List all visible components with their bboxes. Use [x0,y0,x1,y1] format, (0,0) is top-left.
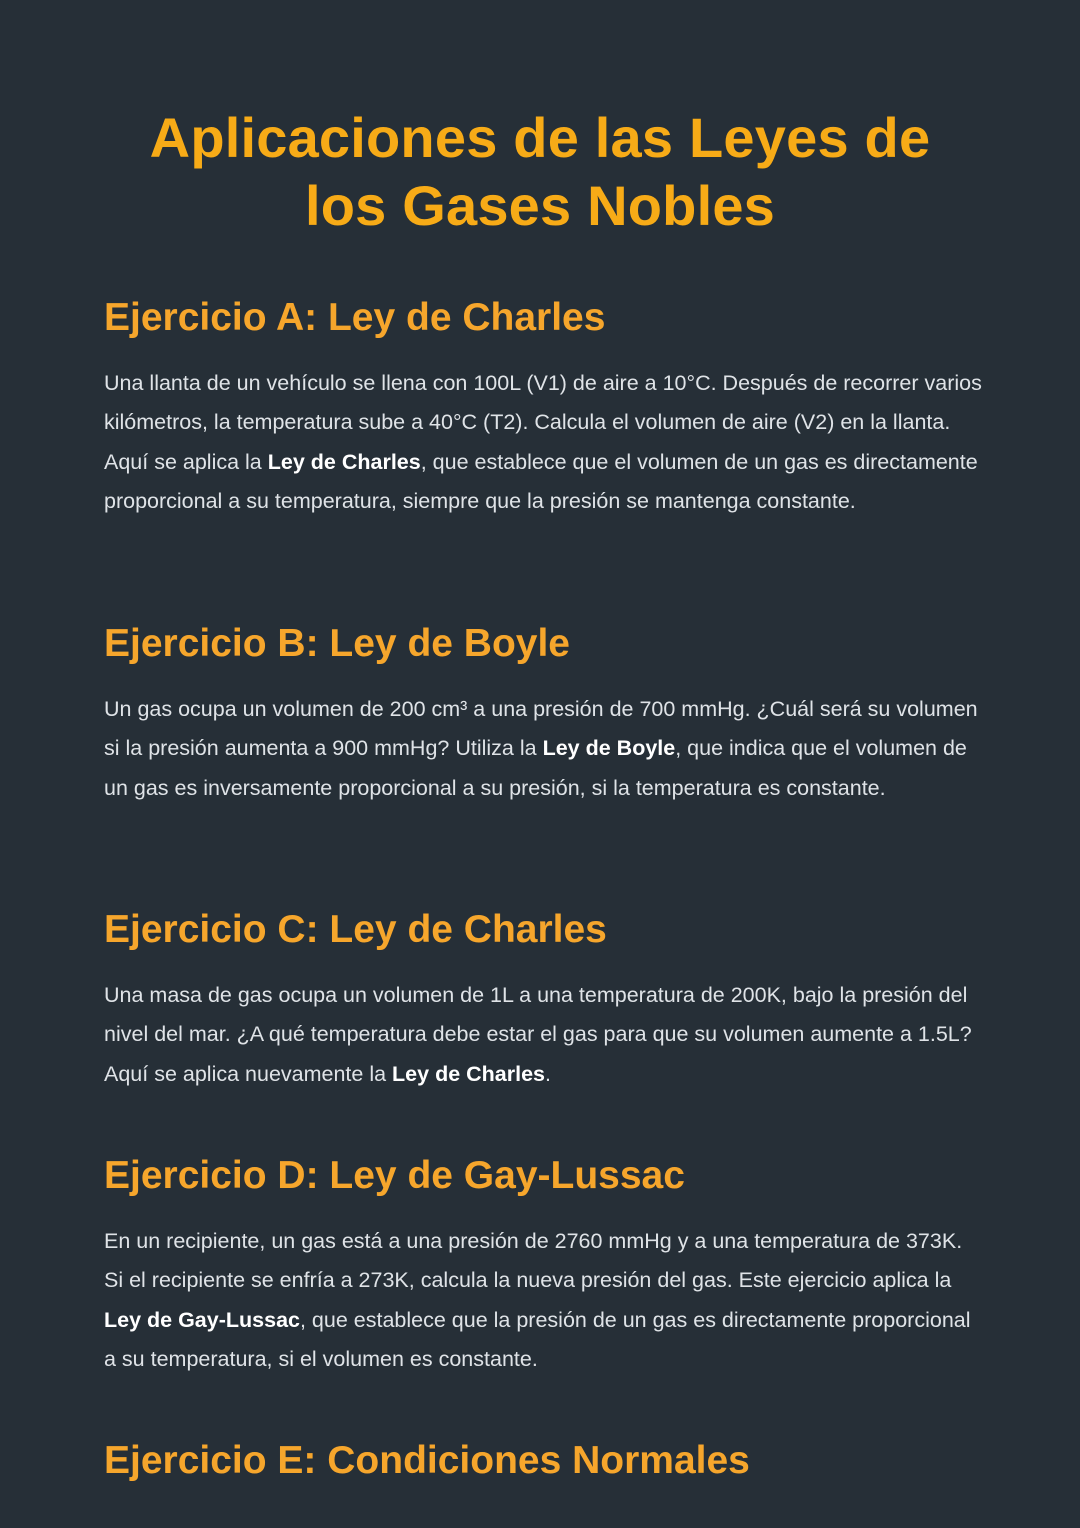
section-exercise-d [104,1152,984,1380]
section-body [104,364,984,522]
body-text: Una llanta de un vehículo se llena con 100L (V1) de aire a 10°C. Después de recorrer varios kilómetros, la temperatura sube a 40°C (T2). Calcula el volumen de aire (V2) en la llanta. Aquí se aplica la [104,371,982,474]
section-heading: Ejercicio D: Ley de Gay-Lussac [104,1154,685,1197]
section-heading: Ejercicio B: Ley de Boyle [104,622,571,665]
page-title: Aplicaciones de las Leyes de los Gases Nobles [149,106,931,237]
body-text: , que indica que el volumen de un gas es inversamente proporcional a su presión, si la temperatura es constante. [104,736,967,800]
section-body [104,690,984,808]
section-exercise-a [104,294,984,522]
body-text: , que establece que la presión de un gas es directamente proporcional a su temperatura, si el volumen es constante. [104,1307,971,1372]
section-exercise-b [104,620,984,808]
section-exercise-c [104,906,984,1094]
section-heading: Ejercicio C: Ley de Charles [104,908,607,951]
body-text: Una masa de gas ocupa un volumen de 1L a una temperatura de 200K, bajo la presión del nivel del mar. ¿A qué temperatura debe estar el gas para que su volumen aumente a 1.5L? Aquí se aplica nuevamente la [104,983,972,1086]
section-heading: Ejercicio A: Ley de Charles [104,296,606,339]
body-text: Un gas ocupa un volumen de 200 cm³ a una presión de 700 mmHg. ¿Cuál será su volumen si la presión aumenta a 900 mmHg? Utiliza la [104,697,978,761]
section-body [104,1222,984,1380]
law-name-bold: Ley de Charles [392,1061,546,1086]
law-name-bold: Ley de Boyle [542,736,676,761]
body-text: . [545,1061,551,1086]
law-name-bold: Ley de Charles [267,449,421,474]
section-body [104,976,984,1094]
body-text: , que establece que el volumen de un gas es directamente proporcional a su temperatura, siempre que la presión se mantenga constante. [104,449,978,514]
law-name-bold: Ley de Gay-Lussac [104,1307,300,1332]
body-text: En un recipiente, un gas está a una presión de 2760 mmHg y a una temperatura de 373K. Si el recipiente se enfría a 273K, calcula la nueva presión del gas. Este ejercicio aplica la [104,1229,963,1293]
section-heading: Ejercicio E: Condiciones Normales [104,1439,750,1482]
section-exercise-e [104,1437,984,1485]
